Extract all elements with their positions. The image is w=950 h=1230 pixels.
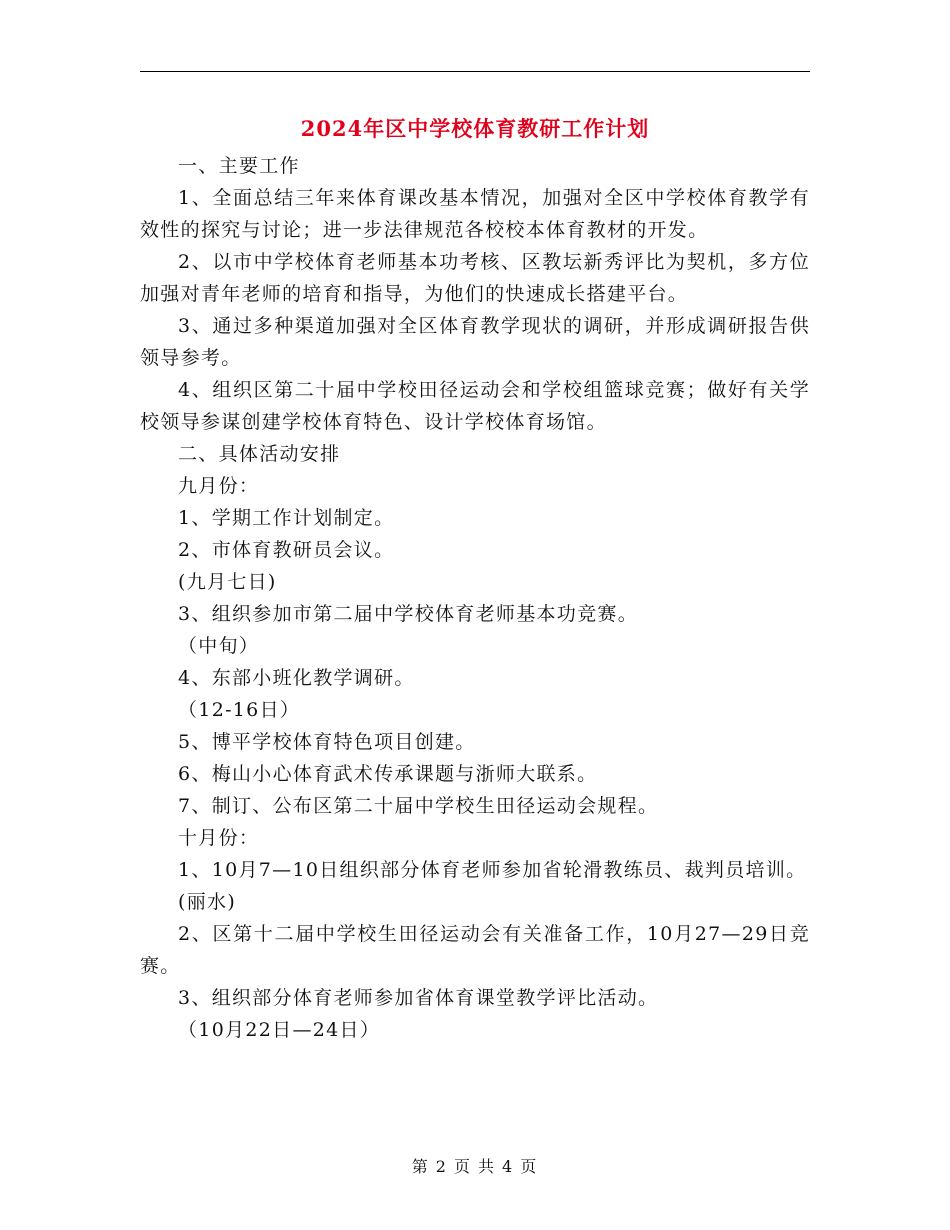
footer-page-word: 页 xyxy=(453,1157,472,1176)
list-item: 5、博平学校体育特色项目创建。 xyxy=(178,731,476,753)
list-note: （12-16日） xyxy=(178,699,301,721)
list-item: 4、东部小班化教学调研。 xyxy=(178,667,415,689)
list-note: (丽水) xyxy=(178,891,237,913)
footer-prefix: 第 xyxy=(411,1157,430,1176)
list-item: 2、区第十二届中学校生田径运动会有关准备工作，10月27—29日竞赛。 xyxy=(140,923,810,977)
list-item: 7、制订、公布区第二十届中学校生田径运动会规程。 xyxy=(178,795,659,817)
list-item: 1、学期工作计划制定。 xyxy=(178,507,395,529)
paragraph: 2、以市中学校体育老师基本功考核、区教坛新秀评比为契机，多方位加强对青年老师的培育和指导，为他们的快速成长搭建平台。 xyxy=(140,251,810,305)
document-title: 2024年区中学校体育教研工作计划 xyxy=(300,116,650,141)
list-note: （10月22日—24日） xyxy=(178,1019,381,1041)
paragraph: 1、全面总结三年来体育课改基本情况，加强对全区中学校体育教学有效性的探究与讨论；进一步法律规范各校校本体育教材的开发。 xyxy=(140,187,810,241)
paragraph: 4、组织区第二十届中学校田径运动会和学校组篮球竞赛；做好有关学校领导参谋创建学校体育特色、设计学校体育场馆。 xyxy=(140,379,810,433)
footer-suffix: 页 xyxy=(520,1157,539,1176)
month-heading: 九月份： xyxy=(178,475,260,497)
paragraph: 3、通过多种渠道加强对全区体育教学现状的调研，并形成调研报告供领导参考。 xyxy=(140,315,810,369)
month-heading: 十月份： xyxy=(178,827,260,849)
list-item: 2、市体育教研员会议。 xyxy=(178,539,395,561)
list-item: 3、组织参加市第二届中学校体育老师基本功竞赛。 xyxy=(178,603,638,625)
header-rule xyxy=(140,71,810,72)
list-item: 6、梅山小心体育武术传承课题与浙师大联系。 xyxy=(178,763,598,785)
list-note: (九月七日) xyxy=(178,571,277,593)
page-footer xyxy=(0,1154,950,1177)
list-item: 1、10月7—10日组织部分体育老师参加省轮滑教练员、裁判员培训。 xyxy=(178,859,807,881)
list-note: （中旬） xyxy=(178,635,260,657)
footer-total-word: 共 xyxy=(478,1157,497,1176)
page-number: 2 xyxy=(435,1157,448,1176)
document-body xyxy=(140,150,810,1046)
section-heading: 一、主要工作 xyxy=(178,155,300,177)
total-pages: 4 xyxy=(502,1157,515,1176)
list-item: 3、组织部分体育老师参加省体育课堂教学评比活动。 xyxy=(178,987,659,1009)
section-heading: 二、具体活动安排 xyxy=(178,443,341,465)
